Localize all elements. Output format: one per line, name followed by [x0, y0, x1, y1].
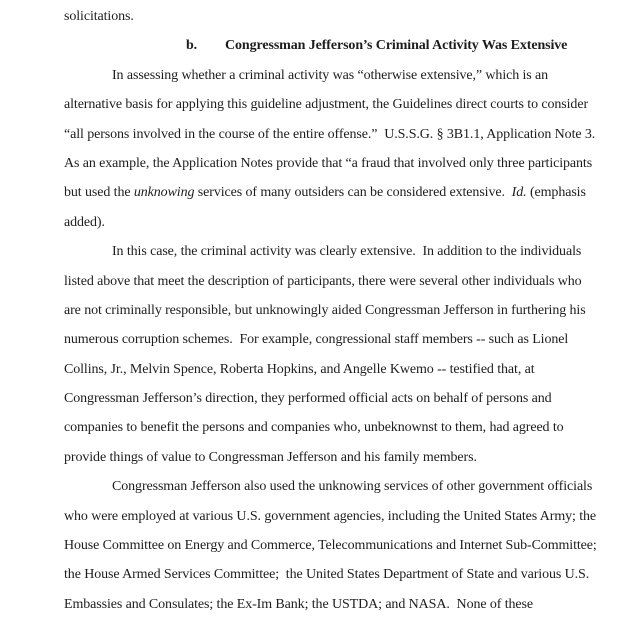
text-segment: As an example, the Application Notes provide that “a fraud that involved only three participants — [64, 155, 593, 171]
heading-title: Congressman Jefferson’s Criminal Activity Was Extensive — [225, 38, 568, 54]
section-heading — [64, 31, 632, 60]
text-line — [64, 384, 632, 413]
italic-text-segment: Id. — [511, 185, 527, 201]
text-segment: In assessing whether a criminal activity was “otherwise extensive,” which is an — [112, 67, 549, 83]
text-segment: added). — [64, 214, 105, 230]
text-segment: (emphasis — [526, 185, 586, 201]
text-segment: alternative basis for applying this guideline adjustment, the Guidelines direct courts to consider — [64, 97, 589, 113]
text-segment: In this case, the criminal activity was clearly extensive. In addition to the individuals — [112, 244, 582, 260]
text-line — [64, 325, 632, 354]
text-line — [64, 178, 632, 207]
text-line — [64, 472, 632, 501]
text-line — [64, 267, 632, 296]
text-line — [64, 531, 632, 560]
text-line — [64, 208, 632, 237]
text-segment: Embassies and Consulates; the Ex-Im Bank; the USTDA; and NASA. None of these — [64, 596, 534, 612]
text-segment: “all persons involved in the course of the entire offense.” U.S.S.G. § 3B1.1, Application Note 3. — [64, 126, 596, 142]
text-line — [64, 61, 632, 90]
text-segment: services of many outsiders can be considered extensive. — [194, 185, 512, 201]
text-line — [64, 90, 632, 119]
text-segment: Collins, Jr., Melvin Spence, Roberta Hopkins, and Angelle Kwemo -- testified that, at — [64, 361, 535, 377]
text-segment: who were employed at various U.S. government agencies, including the United States Army; the — [64, 508, 597, 524]
text-segment: are not criminally responsible, but unknowingly aided Congressman Jefferson in furthering his — [64, 302, 586, 318]
text-line — [64, 296, 632, 325]
text-line — [64, 237, 632, 266]
text-segment: listed above that meet the description of participants, there were several other individuals who — [64, 273, 582, 289]
text-segment: companies to benefit the persons and companies who, unbeknownst to them, had agreed to — [64, 420, 564, 436]
text-line — [64, 502, 632, 531]
text-line — [64, 560, 632, 589]
text-segment: but used the — [64, 185, 134, 201]
text-segment: solicitations. — [64, 9, 134, 24]
document-content — [64, 2, 632, 619]
text-line — [64, 2, 632, 31]
text-line — [64, 149, 632, 178]
text-segment: numerous corruption schemes. For example, congressional staff members -- such as Lionel — [64, 332, 569, 348]
text-segment: House Committee on Energy and Commerce, Telecommunications and Internet Sub-Committee; — [64, 538, 597, 554]
text-line — [64, 355, 632, 384]
text-segment: Congressman Jefferson also used the unknowing services of other government officials — [112, 479, 593, 495]
text-segment: Congressman Jefferson’s direction, they performed official acts on behalf of persons and — [64, 391, 552, 407]
heading-number: b. — [186, 38, 198, 54]
text-line — [64, 413, 632, 442]
italic-text-segment: unknowing — [133, 185, 195, 201]
text-line — [64, 443, 632, 472]
text-segment: the House Armed Services Committee; the United States Department of State and various U.S. — [64, 567, 590, 583]
text-segment: provide things of value to Congressman Jefferson and his family members. — [64, 449, 477, 465]
text-line — [64, 590, 632, 619]
text-line — [64, 120, 632, 149]
